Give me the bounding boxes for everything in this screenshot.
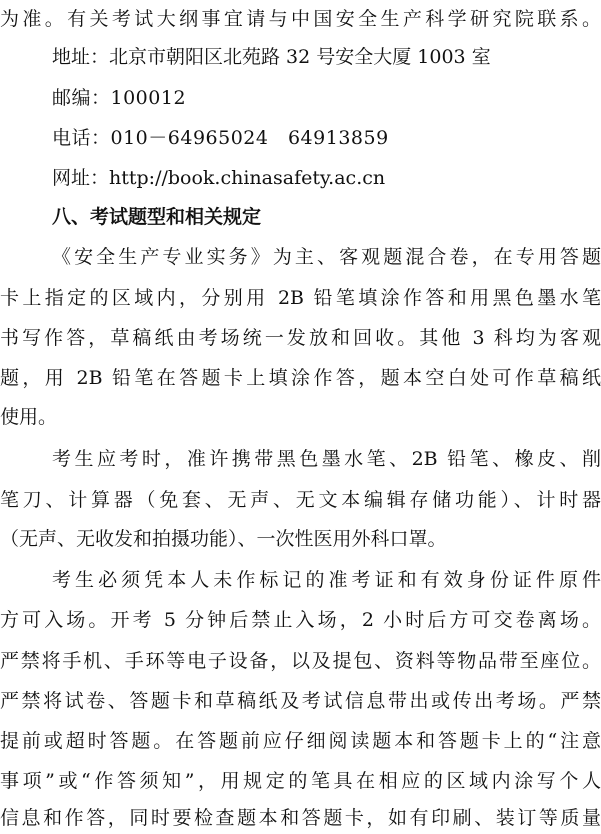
paragraph-line: 严禁将试卷、答题卡和草稿纸及考试信息带出或传出考场。严禁 bbox=[0, 690, 601, 712]
paragraph-line: 信息和作答，同时要检查题本和答题卡，如有印刷、装订等质量 bbox=[0, 807, 601, 829]
section-heading: 八、考试题型和相关规定 bbox=[52, 206, 262, 228]
contact-website: 网址：http://book.chinasafety.ac.cn bbox=[52, 167, 386, 189]
paragraph-line: 考生必须凭本人未作标记的准考证和有效身份证件原件 bbox=[52, 569, 601, 591]
paragraph-line: （无声、无收发和拍摄功能）、一次性医用外科口罩。 bbox=[0, 528, 447, 550]
contact-address: 地址：北京市朝阳区北苑路 32 号安全大厦 1003 室 bbox=[52, 46, 491, 68]
contact-phone: 电话：010－64965024 64913859 bbox=[52, 127, 389, 149]
paragraph-line: 严禁将手机、手环等电子设备，以及提包、资料等物品带至座位。 bbox=[0, 650, 601, 672]
paragraph-line: 笔刀、计算器（免套、无声、无文本编辑存储功能）、计时器 bbox=[0, 489, 601, 511]
paragraph-line: 方可入场。开考 5 分钟后禁止入场，2 小时后方可交卷离场。 bbox=[0, 609, 601, 631]
paragraph-line: 书写作答，草稿纸由考场统一发放和回收。其他 3 科均为客观 bbox=[0, 327, 601, 349]
paragraph-line: 卡上指定的区域内，分别用 2B 铅笔填涂作答和用黑色墨水笔 bbox=[0, 287, 601, 309]
paragraph-line: 考生应考时，准许携带黑色墨水笔、2B 铅笔、橡皮、削 bbox=[52, 448, 601, 470]
paragraph-line: 事项”或“作答须知”，用规定的笔具在相应的区域内涂写个人 bbox=[0, 770, 601, 792]
paragraph-line: 《安全生产专业实务》为主、客观题混合卷，在专用答题 bbox=[52, 246, 601, 268]
contact-postcode: 邮编：100012 bbox=[52, 87, 187, 109]
paragraph-line: 为准。有关考试大纲事宜请与中国安全生产科学研究院联系。 bbox=[0, 8, 601, 30]
paragraph-line: 提前或超时答题。在答题前应仔细阅读题本和答题卡上的“注意 bbox=[0, 730, 601, 752]
paragraph-line: 使用。 bbox=[0, 406, 58, 428]
paragraph-line: 题，用 2B 铅笔在答题卡上填涂作答，题本空白处可作草稿纸 bbox=[0, 367, 601, 389]
